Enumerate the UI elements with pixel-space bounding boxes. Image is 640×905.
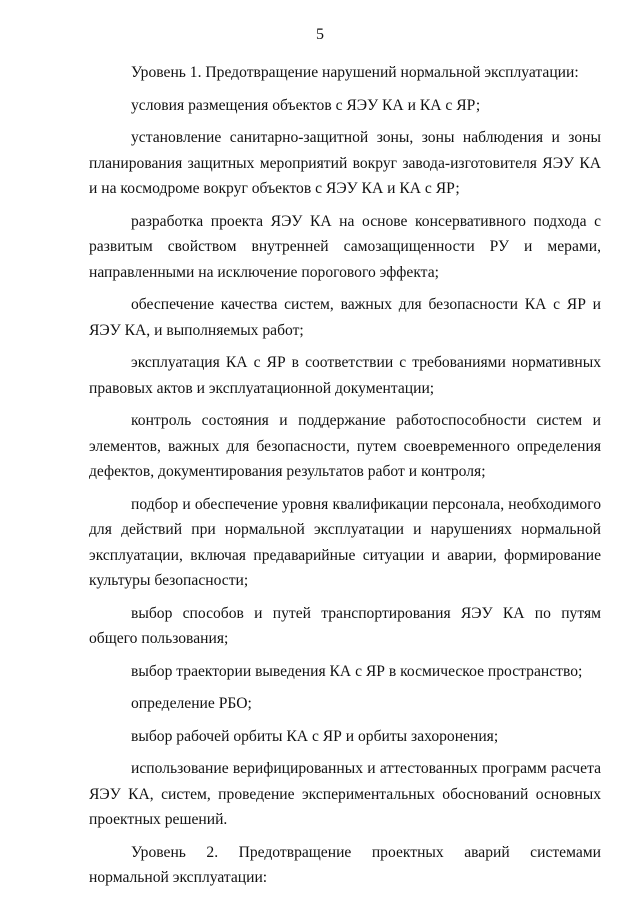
paragraph-level-1-heading: Уровень 1. Предотвращение нарушений нормальной эксплуатации: <box>131 64 579 81</box>
paragraph-operation: эксплуатация КА с ЯР в соответствии с требованиями нормативных правовых актов и эксплуатационной документации; <box>89 354 601 397</box>
paragraph-transport: выбор способов и путей транспортирования ЯЭУ КА по путям общего пользования; <box>89 604 601 647</box>
paragraph-level-2-heading: Уровень 2. Предотвращение проектных аварий системами нормальной эксплуатации: <box>89 843 601 886</box>
paragraph-personnel: подбор и обеспечение уровня квалификации персонала, необходимого для действий при нормальной эксплуатации и нарушениях нормальной эксплуатации, включая предаварийные ситуации и аварии, формирование культуры безопасности; <box>89 495 601 589</box>
paragraph-protection-zones: установление санитарно-защитной зоны, зоны наблюдения и зоны планирования защитных мероприятий вокруг завода-изготовителя ЯЭУ КА и на космодроме вокруг объектов с ЯЭУ КА и КА с ЯР; <box>89 129 601 197</box>
page-number: 5 <box>316 26 324 43</box>
document-body <box>89 60 601 898</box>
paragraph-rbo: определение РБО; <box>131 695 252 712</box>
paragraph-trajectory: выбор траектории выведения КА с ЯР в космическое пространство; <box>131 662 583 680</box>
paragraph-quality-assurance: обеспечение качества систем, важных для безопасности КА с ЯР и ЯЭУ КА, и выполняемых работ; <box>89 296 601 339</box>
paragraph-monitoring: контроль состояния и поддержание работоспособности систем и элементов, важных для безопасности, путем своевременного определения дефектов, документирования результатов работ и контроля; <box>89 412 601 480</box>
paragraph-siting-conditions: условия размещения объектов с ЯЭУ КА и КА с ЯР; <box>131 96 481 114</box>
paragraph-verified-programs: использование верифицированных и аттестованных программ расчета ЯЭУ КА, систем, проведение экспериментальных обоснований основных проектных решений. <box>89 760 601 828</box>
paragraph-design-development: разработка проекта ЯЭУ КА на основе консервативного подхода с развитым свойством внутренней самозащищенности РУ и мерами, направленными на исключение порогового эффекта; <box>89 212 601 281</box>
paragraph-orbit: выбор рабочей орбиты КА с ЯР и орбиты захоронения; <box>131 727 499 745</box>
